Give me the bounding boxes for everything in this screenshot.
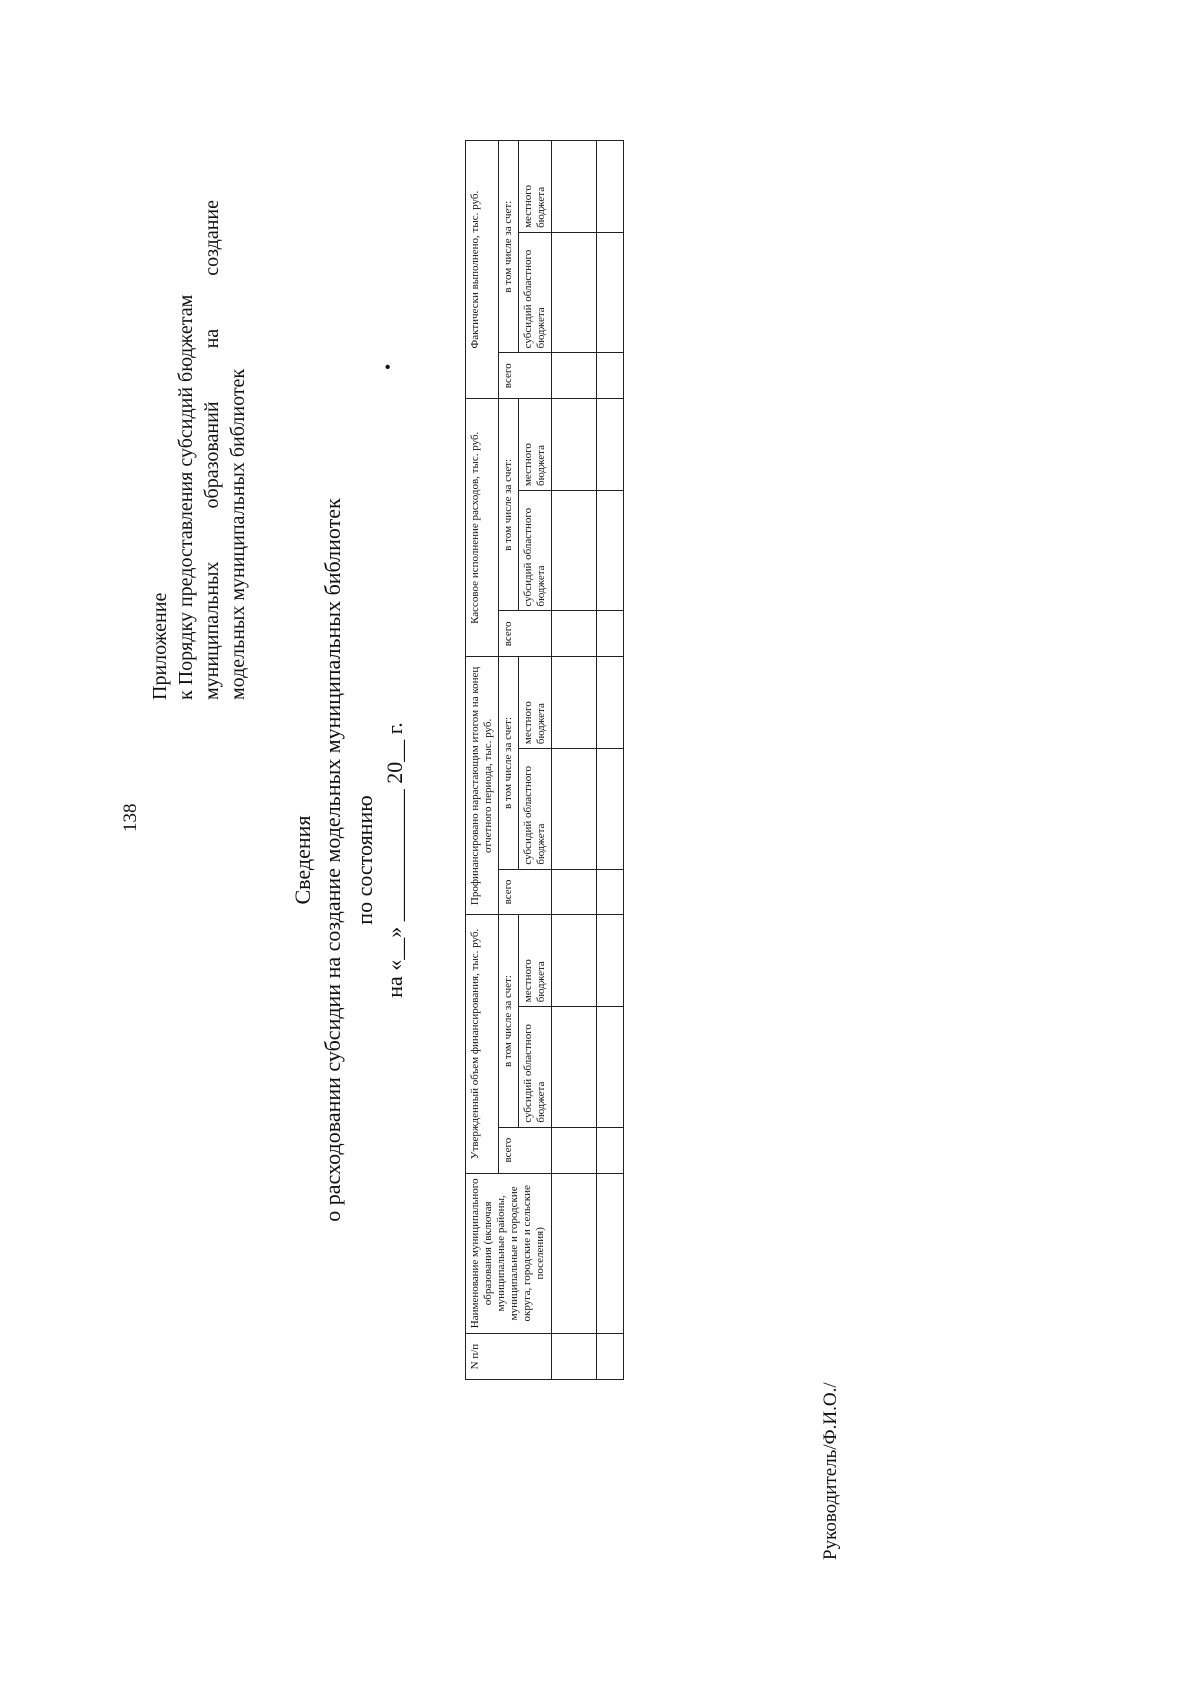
header-regional-subsidy: субсидий областного бюджета — [519, 1007, 552, 1127]
header-regional-subsidy: субсидий областного бюджета — [519, 491, 552, 611]
stray-mark: • — [378, 363, 398, 370]
header-total: всего — [499, 611, 552, 657]
header-including: в том числе за счет: — [499, 399, 519, 611]
page-number: 138 — [120, 803, 141, 832]
table-row — [597, 141, 624, 1380]
header-including: в том числе за счет: — [499, 141, 519, 353]
title-line: Сведения — [290, 815, 315, 905]
table-cell — [552, 491, 597, 611]
header-total: всего — [499, 869, 552, 915]
table-cell — [552, 1007, 597, 1127]
table-cell — [597, 141, 624, 233]
table-cell — [597, 1127, 624, 1173]
title-line: о расходовании субсидии на создание модельных муниципальных библиотек — [320, 498, 345, 1222]
header-total: всего — [499, 1127, 552, 1173]
table-cell — [552, 611, 597, 657]
header-local-budget: местного бюджета — [519, 915, 552, 1007]
header-local-budget: местного бюджета — [519, 141, 552, 233]
table-cell — [597, 869, 624, 915]
rotated-form-sheet — [120, 160, 880, 1560]
header-municipality: Наименование муниципального образования (включая муниципальные районы, муниципальные и городские округа, городские и сельские поселения) — [466, 1173, 552, 1334]
header-regional-subsidy: субсидий областного бюджета — [519, 749, 552, 869]
table-cell — [552, 915, 597, 1007]
appendix-line: муниципальных образований на создание — [201, 200, 223, 700]
table-cell — [597, 1173, 624, 1334]
table-cell — [597, 491, 624, 611]
header-row-groups — [466, 141, 499, 1380]
report-table — [465, 140, 624, 1380]
table-row — [552, 141, 597, 1380]
header-financed: Профинансировано нарастающим итогом на конец отчетного периода, тыс. руб. — [466, 657, 499, 915]
table-cell — [597, 749, 624, 869]
header-local-budget: местного бюджета — [519, 657, 552, 749]
appendix-line: к Порядку предоставления субсидий бюджетам — [175, 294, 197, 700]
header-cash-execution: Кассовое исполнение расходов, тыс. руб. — [466, 399, 499, 657]
header-local-budget: местного бюджета — [519, 399, 552, 491]
table-cell — [552, 1127, 597, 1173]
table-cell — [552, 869, 597, 915]
table-cell — [597, 915, 624, 1007]
title-line: по состоянию — [352, 795, 377, 925]
header-including: в том числе за счет: — [499, 657, 519, 869]
table-cell — [597, 232, 624, 352]
table-cell — [552, 1334, 597, 1380]
header-actually-done: Фактически выполнено, тыс. руб. — [466, 141, 499, 399]
document-title — [288, 160, 348, 1560]
as-of-date-blank: на «__» ____________ 20__ г. — [382, 722, 407, 998]
as-of-date-line — [350, 160, 410, 1560]
appendix-line: модельных муниципальных библиотек — [227, 368, 249, 700]
table-cell — [552, 657, 597, 749]
table-cell — [552, 141, 597, 233]
table-cell — [552, 1173, 597, 1334]
table-cell — [552, 353, 597, 399]
header-number: N п/п — [466, 1334, 552, 1380]
table-cell — [552, 232, 597, 352]
table-cell — [597, 611, 624, 657]
table-cell — [597, 1334, 624, 1380]
appendix-note — [147, 200, 251, 700]
signature-line: Руководитель/Ф.И.О./ — [820, 1382, 841, 1560]
header-regional-subsidy: субсидий областного бюджета — [519, 232, 552, 352]
header-including: в том числе за счет: — [499, 915, 519, 1127]
header-approved: Утвержденный объем финансирования, тыс. руб. — [466, 915, 499, 1173]
table-cell — [552, 749, 597, 869]
appendix-line: Приложение — [149, 592, 171, 700]
table-cell — [597, 657, 624, 749]
header-total: всего — [499, 353, 552, 399]
table-cell — [597, 399, 624, 491]
table-cell — [597, 353, 624, 399]
table-cell — [597, 1007, 624, 1127]
table-cell — [552, 399, 597, 491]
